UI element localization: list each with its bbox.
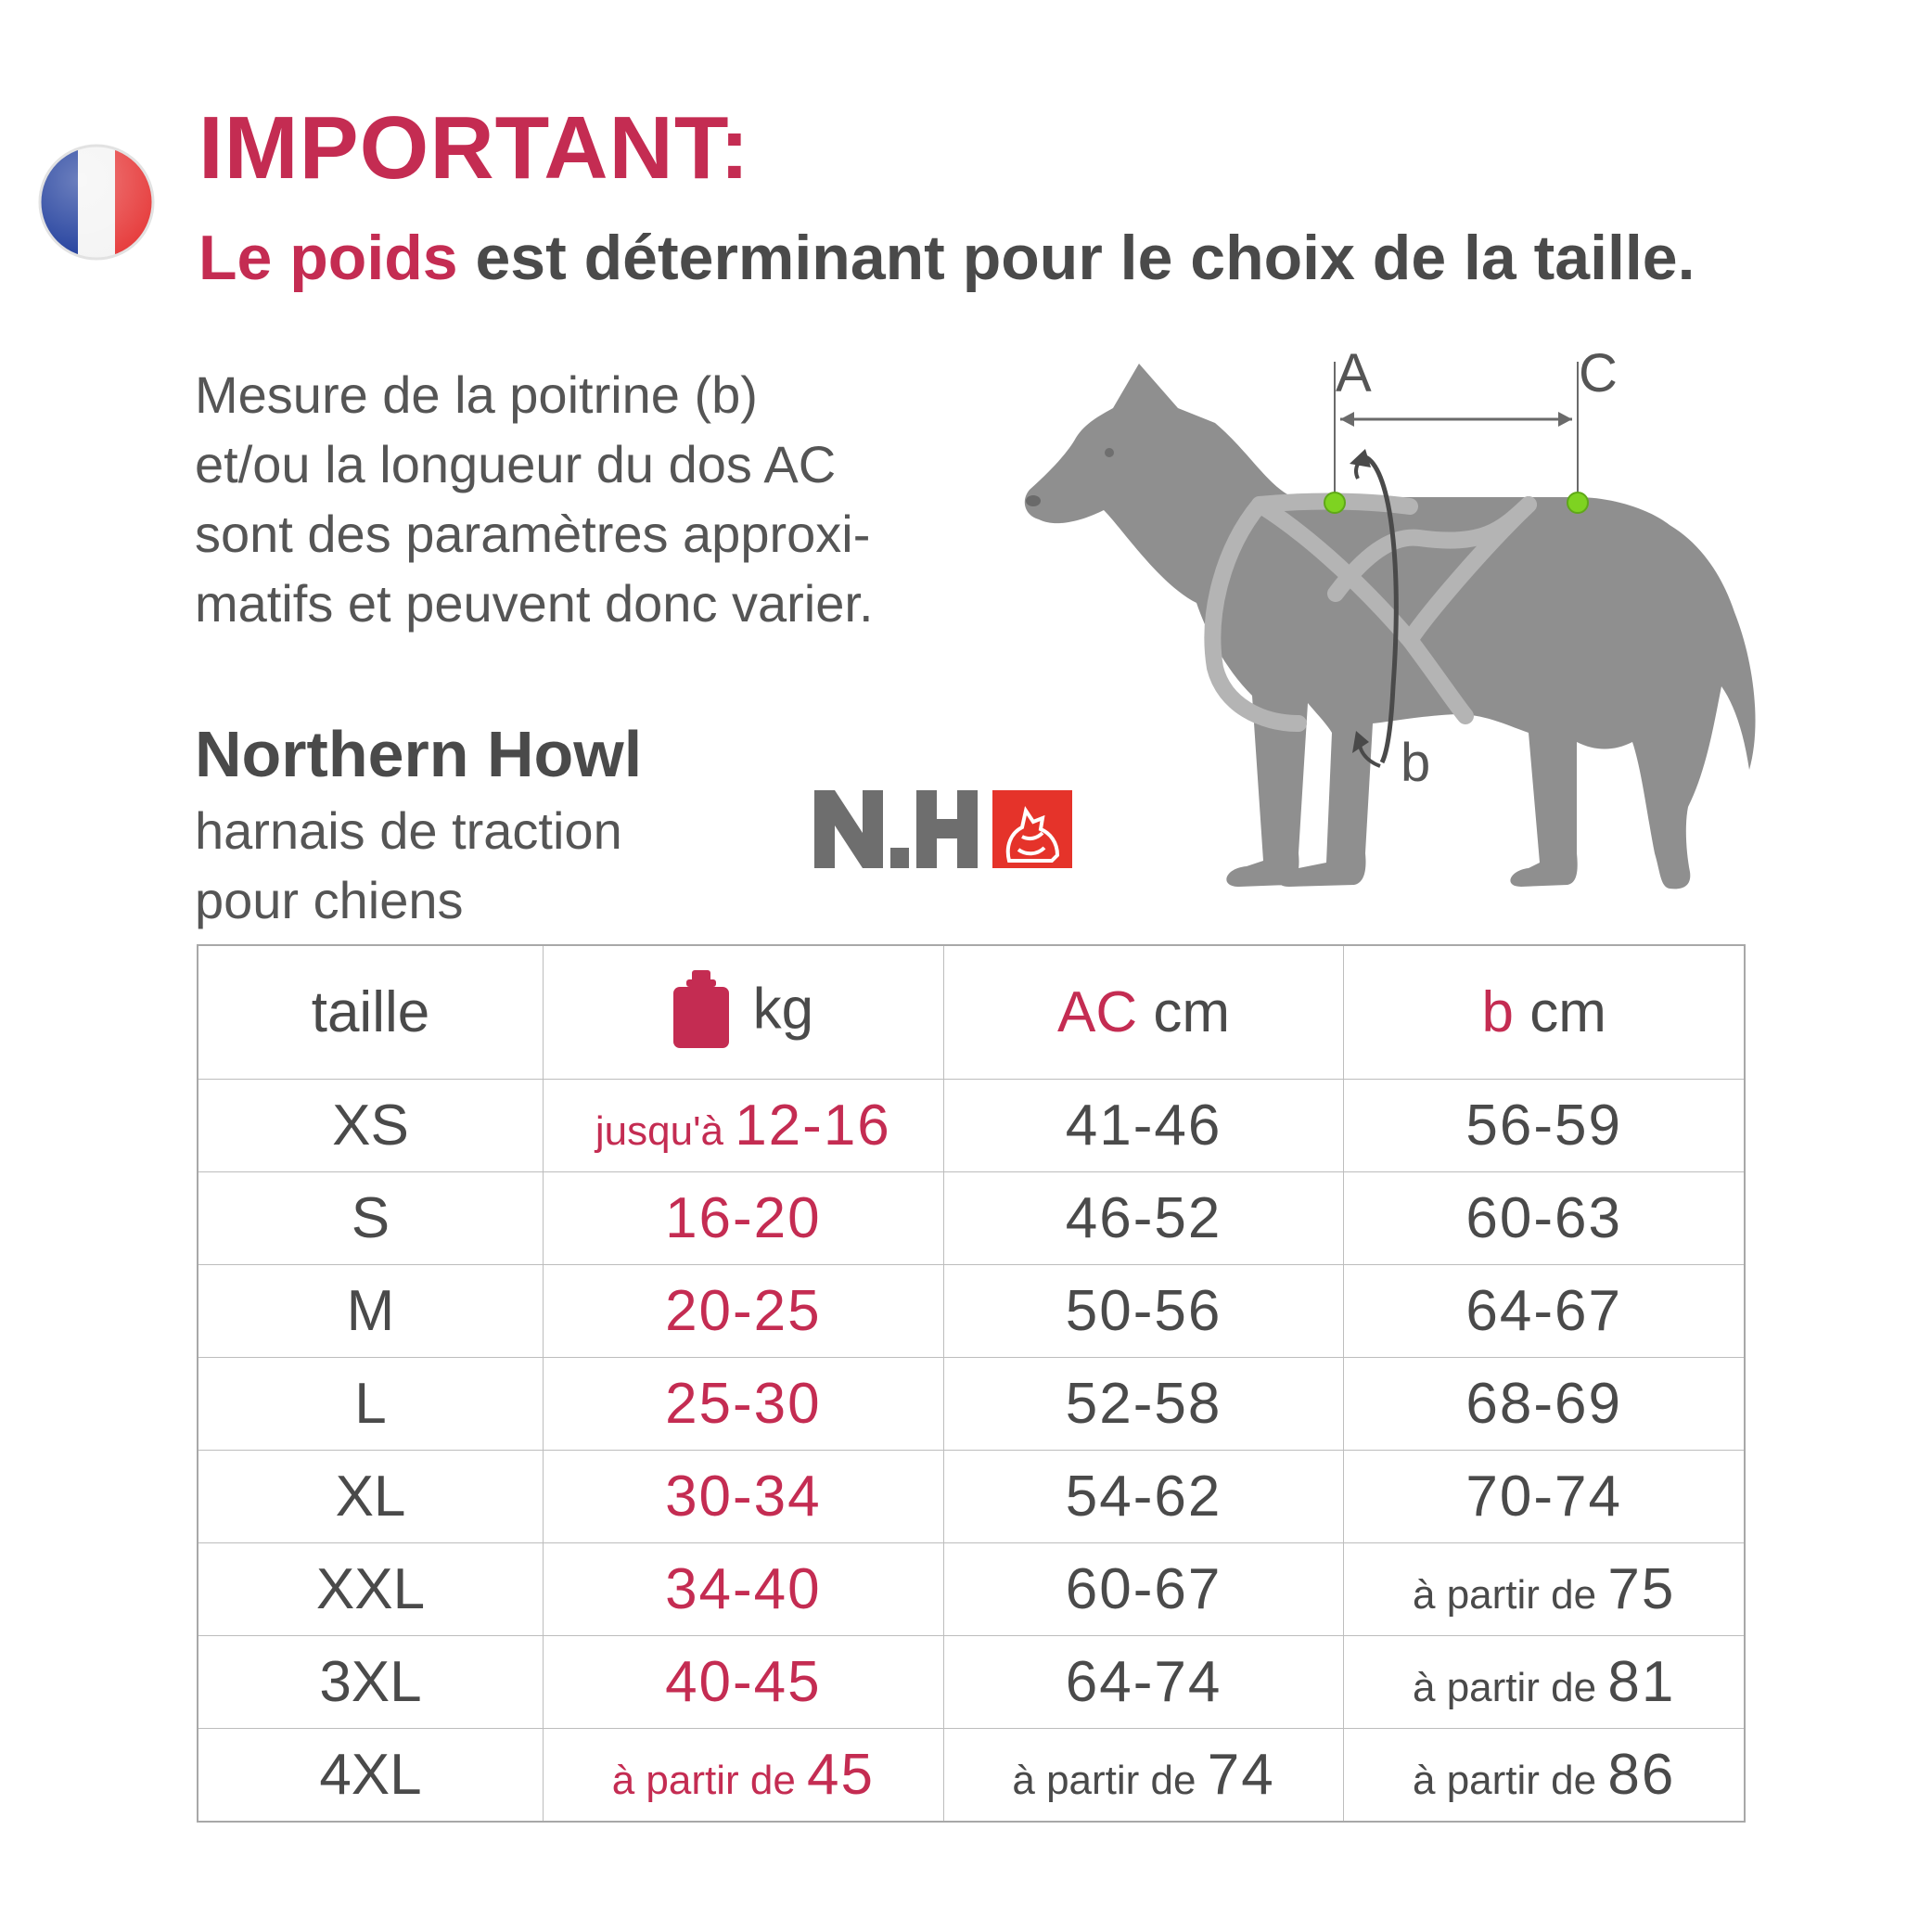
table-row: [198, 1358, 1745, 1451]
cell-ac: [943, 1358, 1344, 1451]
table-row: [198, 1265, 1745, 1358]
cell-weight-kg: 34-40: [665, 1557, 822, 1621]
header-b-letter: b: [1481, 980, 1514, 1044]
subtitle-rest: est déterminant pour le choix de la taille.: [457, 223, 1695, 293]
cell-b-b: 86: [1607, 1743, 1676, 1807]
cell-b-b-prefix: à partir de: [1413, 1665, 1608, 1710]
cell-size-size: XL: [335, 1465, 406, 1529]
cell-ac: [943, 1451, 1344, 1543]
cell-b-b: 70-74: [1465, 1465, 1622, 1529]
cell-ac-ac: 50-56: [1065, 1279, 1222, 1343]
cell-b: [1344, 1636, 1745, 1729]
cell-weight: [543, 1729, 943, 1823]
cell-b-b: 56-59: [1465, 1094, 1622, 1158]
cell-size: [198, 1080, 543, 1172]
table-row: [198, 1543, 1745, 1636]
cell-ac-ac: 52-58: [1065, 1372, 1222, 1436]
cell-size-size: 3XL: [319, 1650, 422, 1714]
cell-weight: [543, 1636, 943, 1729]
size-table: [197, 944, 1746, 1823]
table-header-row: [198, 945, 1745, 1080]
cell-weight: [543, 1451, 943, 1543]
cell-ac: [943, 1080, 1344, 1172]
cell-weight-kg-prefix: jusqu'à: [595, 1108, 736, 1154]
description-line: et/ou la longueur du dos AC: [195, 435, 837, 493]
cell-ac: [943, 1172, 1344, 1265]
description-line: Mesure de la poitrine (b): [195, 365, 758, 424]
cell-weight: [543, 1172, 943, 1265]
cell-b: [1344, 1358, 1745, 1451]
cell-ac-ac: 64-74: [1065, 1650, 1222, 1714]
cell-b-b: 81: [1607, 1650, 1676, 1714]
dog-harness-diagram: [1020, 334, 1762, 909]
cell-ac-ac: 46-52: [1065, 1186, 1222, 1250]
description-line: matifs et peuvent donc varier.: [195, 574, 874, 633]
cell-weight-kg: 30-34: [665, 1465, 822, 1529]
subtitle-highlight: Le poids: [198, 223, 458, 293]
cell-size: [198, 1451, 543, 1543]
cell-size-size: XXL: [315, 1557, 426, 1621]
brand-name: Northern Howl: [195, 718, 643, 790]
cell-b-b: 60-63: [1465, 1186, 1622, 1250]
cell-ac-ac: 41-46: [1065, 1094, 1222, 1158]
cell-size-size: 4XL: [319, 1743, 422, 1807]
cell-weight-kg: 12-16: [735, 1094, 891, 1158]
table-row: [198, 1636, 1745, 1729]
marker-c: [1567, 493, 1588, 513]
cell-size-size: XS: [332, 1094, 409, 1158]
cell-ac: [943, 1265, 1344, 1358]
cell-size: [198, 1543, 543, 1636]
cell-b-b: 68-69: [1465, 1372, 1622, 1436]
cell-weight: [543, 1543, 943, 1636]
table-row: [198, 1451, 1745, 1543]
description-line: sont des paramètres approxi-: [195, 505, 871, 563]
cell-weight: [543, 1358, 943, 1451]
cell-b-b: 75: [1607, 1557, 1676, 1621]
label-a: A: [1336, 343, 1372, 403]
cell-b: [1344, 1543, 1745, 1636]
header-b-unit: cm: [1513, 980, 1606, 1044]
label-b: b: [1401, 733, 1431, 793]
page-title: IMPORTANT:: [198, 98, 750, 198]
cell-size: [198, 1265, 543, 1358]
table-row: [198, 1172, 1745, 1265]
cell-size: [198, 1172, 543, 1265]
cell-ac-ac: 60-67: [1065, 1557, 1222, 1621]
cell-size-size: L: [354, 1372, 387, 1436]
weight-icon: [673, 970, 729, 1048]
cell-size: [198, 1358, 543, 1451]
cell-b: [1344, 1265, 1745, 1358]
cell-weight-kg: 25-30: [665, 1372, 822, 1436]
cell-weight-kg: 20-25: [665, 1279, 822, 1343]
cell-ac: [943, 1729, 1344, 1823]
cell-size-size: M: [346, 1279, 395, 1343]
brand-description: [195, 796, 622, 935]
cell-ac: [943, 1543, 1344, 1636]
cell-size: [198, 1729, 543, 1823]
cell-weight-kg-prefix: à partir de: [611, 1758, 808, 1803]
header-weight: [543, 945, 943, 1080]
france-flag-icon: [35, 141, 158, 263]
measurement-description: [195, 360, 1030, 638]
header-ac-unit: cm: [1137, 980, 1231, 1044]
header-size: taille: [198, 945, 543, 1080]
brand-desc-line: harnais de traction: [195, 801, 622, 860]
cell-weight: [543, 1080, 943, 1172]
cell-b-b: 64-67: [1465, 1279, 1622, 1343]
cell-weight: [543, 1265, 943, 1358]
header-b: [1344, 945, 1745, 1080]
cell-b: [1344, 1172, 1745, 1265]
table-row: [198, 1729, 1745, 1823]
label-c: C: [1579, 343, 1618, 403]
cell-b-b-prefix: à partir de: [1413, 1572, 1608, 1618]
cell-weight-kg: 40-45: [665, 1650, 822, 1714]
header-weight-unit: kg: [752, 976, 814, 1041]
cell-b: [1344, 1451, 1745, 1543]
marker-a: [1324, 493, 1345, 513]
cell-b-b-prefix: à partir de: [1413, 1758, 1608, 1803]
brand-desc-line: pour chiens: [195, 871, 464, 929]
cell-b: [1344, 1080, 1745, 1172]
cell-ac-ac: 74: [1207, 1743, 1275, 1807]
cell-size: [198, 1636, 543, 1729]
page-subtitle: [198, 223, 1695, 293]
cell-weight-kg: 16-20: [665, 1186, 822, 1250]
cell-ac-ac-prefix: à partir de: [1012, 1758, 1208, 1803]
cell-size-size: S: [351, 1186, 390, 1250]
cell-weight-kg: 45: [807, 1743, 875, 1807]
cell-ac: [943, 1636, 1344, 1729]
cell-ac-ac: 54-62: [1065, 1465, 1222, 1529]
header-ac: [943, 945, 1344, 1080]
cell-b: [1344, 1729, 1745, 1823]
header-ac-letter: AC: [1057, 980, 1138, 1044]
table-row: [198, 1080, 1745, 1172]
